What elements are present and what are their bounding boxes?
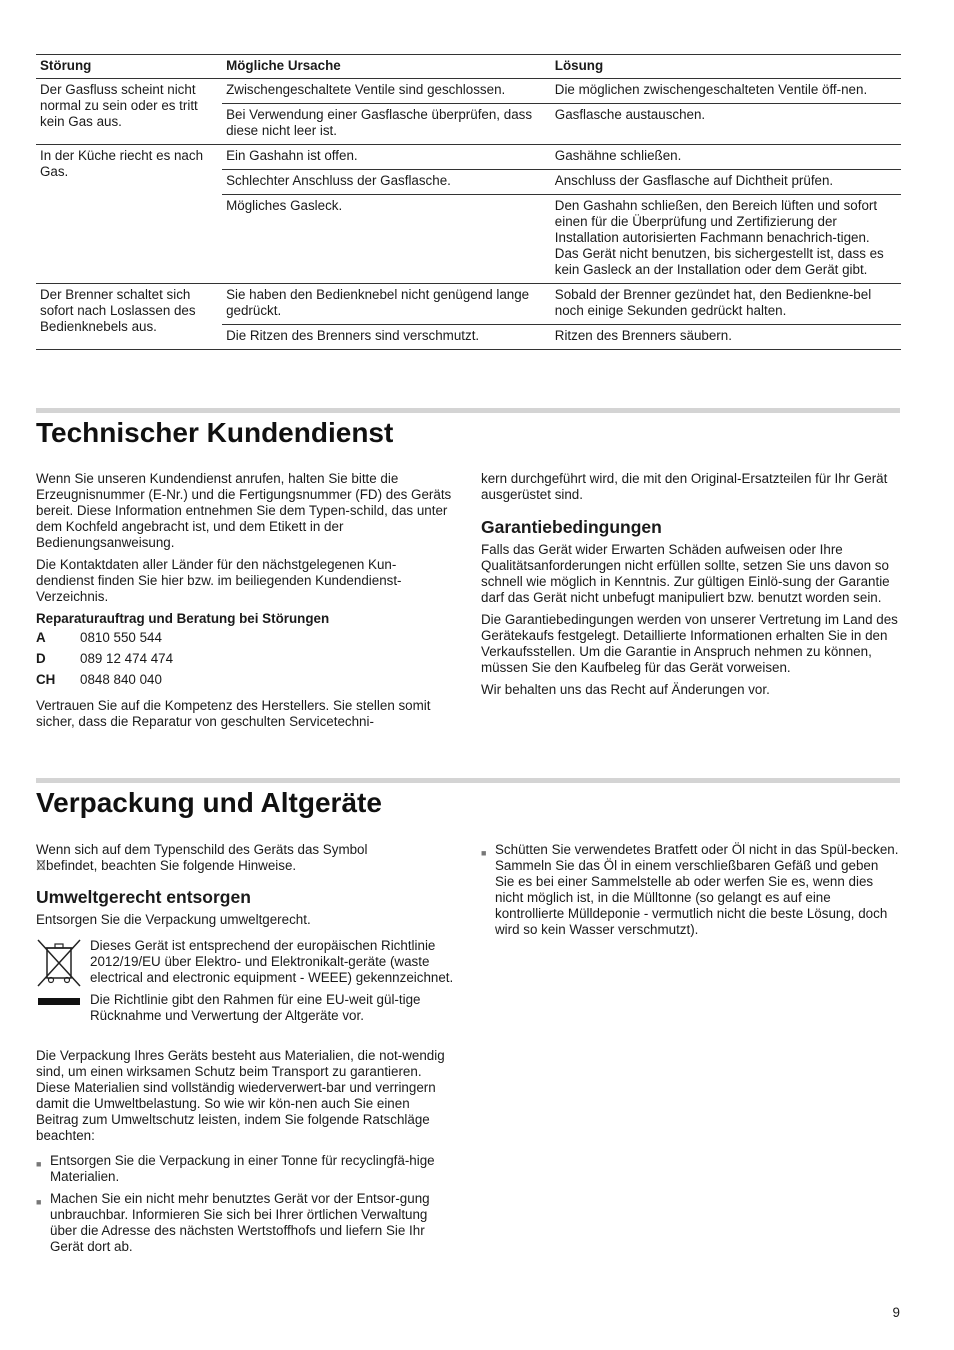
cause-cell: Sie haben den Bedienknebel nicht genügend lange gedrückt. xyxy=(222,284,551,325)
column-header-stoerung: Störung xyxy=(36,55,222,79)
troubleshooting-table xyxy=(36,54,901,350)
crossed-out-bin-icon xyxy=(36,938,84,1010)
bullet-square-icon: ■ xyxy=(481,848,487,858)
symptom-cell: Der Gasfluss scheint nicht normal zu sein oder es tritt kein Gas aus. xyxy=(36,79,222,145)
section-divider xyxy=(36,408,900,413)
weee-paragraph: Dieses Gerät ist entsprechend der europäischen Richtlinie 2012/19/EU über Elektro- und Elektronikalt-geräte (waste electrical and electronic equipment - WEEE) gekennzeichnet. xyxy=(90,938,454,985)
symptom-cell: Der Brenner schaltet sich sofort nach Loslassen des Bedienknebels aus. xyxy=(36,284,222,350)
warranty-paragraph: Wir behalten uns das Recht auf Änderungen vor. xyxy=(481,682,770,697)
weee-block xyxy=(36,938,454,1030)
list-item-text: Entsorgen Sie die Verpackung in einer Tonne für recyclingfä-hige Materialien. xyxy=(50,1153,435,1184)
fix-cell: Ritzen des Brenners säubern. xyxy=(551,325,901,350)
warranty-paragraph: Falls das Gerät wider Erwarten Schäden aufweisen oder Ihre Qualitätsanforderungen nicht erfüllen sollte, setzen Sie uns davon so schnell wie möglich in Kenntnis. Zur gültigen Einlö-sung der Garantie darf das Gerät nicht unbefugt manipuliert bzw. benutzt worden sein. xyxy=(481,542,890,605)
page-number: 9 xyxy=(892,1305,900,1320)
intro-text: befindet, beachten Sie folgende Hinweise. xyxy=(46,858,297,873)
column-header-ursache: Mögliche Ursache xyxy=(222,55,551,79)
phone-number: 0848 840 040 xyxy=(80,672,162,687)
cause-cell: Schlechter Anschluss der Gasflasche. xyxy=(222,170,551,195)
eco-paragraph: Entsorgen Sie die Verpackung umweltgerecht. xyxy=(36,912,311,927)
phone-number: 089 12 474 474 xyxy=(80,651,174,666)
fix-cell: Anschluss der Gasflasche auf Dichtheit prüfen. xyxy=(551,170,901,195)
weee-paragraph: Die Richtlinie gibt den Rahmen für eine EU-weit gül-tige Rücknahme und Verwertung der Altgeräte vor. xyxy=(90,992,421,1023)
section-title-disposal: Verpackung und Altgeräte xyxy=(36,787,382,818)
country-code: A xyxy=(36,630,46,645)
bullet-square-icon: ■ xyxy=(36,1197,42,1207)
cause-cell: Bei Verwendung einer Gasflasche überprüfen, dass diese nicht leer ist. xyxy=(222,104,551,145)
service-paragraph: Wenn Sie unseren Kundendienst anrufen, halten Sie bitte die Erzeugnisnummer (E-Nr.) und die Fertigungsnummer (FD) des Geräts bereit. Diese Information entnehmen Sie dem Typen-schild, das unter dem Kochfeld angebracht ist, und dem Etikett in der Bedienungsanweisung. xyxy=(36,471,452,550)
phone-entry-d xyxy=(36,651,454,667)
service-paragraph: Vertrauen Sie auf die Kompetenz des Herstellers. Sie stellen somit sicher, dass die Reparatur von geschulten Servicetechni- xyxy=(36,698,431,729)
table-row xyxy=(36,284,901,325)
list-item xyxy=(36,1191,454,1255)
table-row xyxy=(36,79,901,104)
service-left-column xyxy=(36,471,454,736)
list-item xyxy=(481,842,901,938)
warranty-paragraph: Die Garantiebedingungen werden von unserer Vertretung im Land des Gerätekaufs festgelegt. Detaillierte Informationen erhalten Sie in den Verkaufsstellen. Um die Garantie in Anspruch nehmen zu können, müssen Sie den Kaufbeleg für das Gerät vorweisen. xyxy=(481,612,898,675)
list-item xyxy=(36,1153,454,1185)
cause-cell: Mögliches Gasleck. xyxy=(222,195,551,284)
list-item-text: Schütten Sie verwendetes Bratfett oder Öl nicht in das Spül-becken. Sammeln Sie das Öl in einem verschließbaren Gefäß und geben Sie es bei einer Sammelstelle ab oder werfen Sie es, wenn dies nicht möglich ist, in die Mülltonne (so gelangt es auf eine kontrollierte Mülldeponie - vermutlich nicht die beste Lösung, doch wird so kein Wasser verschmutzt). xyxy=(495,842,899,937)
symptom-cell: In der Küche riecht es nach Gas. xyxy=(36,145,222,284)
service-right-column xyxy=(481,471,901,704)
service-paragraph-continued: kern durchgeführt wird, die mit den Original-Ersatzteilen für Ihr Gerät ausgerüstet sind. xyxy=(481,471,888,502)
country-code: D xyxy=(36,651,46,666)
table-header-row xyxy=(36,55,901,79)
cause-cell: Ein Gashahn ist offen. xyxy=(222,145,551,170)
repair-heading: Reparaturauftrag und Beratung bei Störungen xyxy=(36,611,330,626)
cause-cell: Zwischengeschaltete Ventile sind geschlossen. xyxy=(222,79,551,104)
warranty-heading: Garantiebedingungen xyxy=(481,517,662,537)
weee-text xyxy=(90,938,454,1030)
bullet-square-icon: ■ xyxy=(36,1159,42,1169)
disposal-intro xyxy=(36,842,454,874)
disposal-right-column xyxy=(481,842,901,944)
section-divider xyxy=(36,778,900,783)
fix-cell: Gasflasche austauschen. xyxy=(551,104,901,145)
fix-cell: Sobald der Brenner gezündet hat, den Bedienkne-bel noch einige Sekunden gedrückt halten. xyxy=(551,284,901,325)
intro-text: Wenn sich auf dem Typenschild des Geräts das Symbol xyxy=(36,842,368,857)
phone-entry-ch xyxy=(36,672,454,688)
fix-cell: Die möglichen zwischengeschalteten Ventile öff-nen. xyxy=(551,79,901,104)
fix-cell: Den Gashahn schließen, den Bereich lüften und sofort einen für die Überprüfung und Zertifizierung der Installation autorisierten Fachmann benachrich-tigen. Das Gerät nicht benutzen, bis sichergestellt ist, dass es kein Gasleck an der Installation oder dem Gerät gibt. xyxy=(551,195,901,284)
phone-number: 0810 550 544 xyxy=(80,630,162,645)
disposal-left-column xyxy=(36,842,454,1261)
eco-heading: Umweltgerecht entsorgen xyxy=(36,887,251,907)
column-header-loesung: Lösung xyxy=(551,55,901,79)
list-item-text: Machen Sie ein nicht mehr benutztes Gerät vor der Entsor-gung unbrauchbar. Informieren Sie sich bei Ihrer örtlichen Verwaltung über die Adresse des nächsten Wertstoffhofs und liefern Sie Ihr Gerät dort ab. xyxy=(50,1191,430,1254)
section-title-service: Technischer Kundendienst xyxy=(36,417,394,448)
table-row xyxy=(36,145,901,170)
cause-cell: Die Ritzen des Brenners sind verschmutzt. xyxy=(222,325,551,350)
weee-bin-small-icon xyxy=(36,859,46,871)
service-paragraph: Die Kontaktdaten aller Länder für den nächstgelegenen Kun-dendienst finden Sie hier bzw. im beiliegenden Kundendienst-Verzeichnis. xyxy=(36,557,402,604)
fix-cell: Gashähne schließen. xyxy=(551,145,901,170)
phone-entry-a xyxy=(36,630,454,646)
packaging-paragraph: Die Verpackung Ihres Geräts besteht aus Materialien, die not-wendig sind, um einen wirksamen Schutz beim Transport zu garantieren. Diese Materialien sind vollständig wiederverwert-bar und verringern damit die Umweltbelastung. So wie wir kön-nen auch Sie einen Beitrag zum Umweltschutz leisten, indem Sie folgende Ratschläge beachten: xyxy=(36,1048,445,1143)
weee-icon-wrap xyxy=(36,938,90,1030)
country-code: CH xyxy=(36,672,56,687)
